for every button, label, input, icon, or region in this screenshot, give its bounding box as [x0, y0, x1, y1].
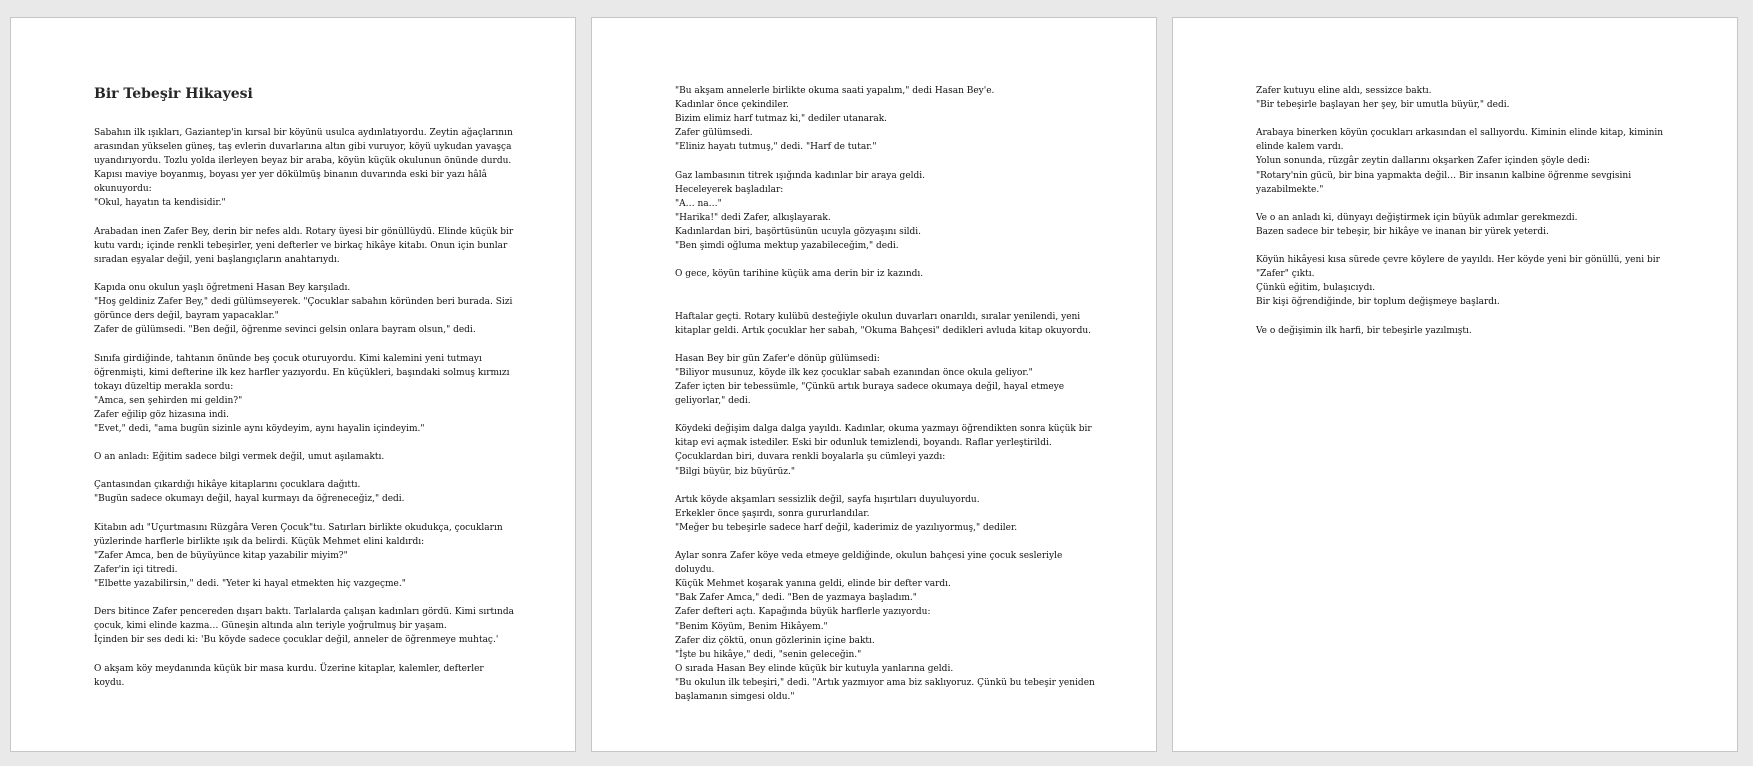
text-line: Erkekler önce şaşırdı, sonra gururlandılar. — [675, 508, 870, 519]
text-line: Kapıda onu okulun yaşlı öğretmeni Hasan Bey karşıladı. — [94, 283, 351, 294]
text-line: Arabadan inen Zafer Bey, derin bir nefes aldı. Rotary üyesi bir gönüllüydü. Elinde küçük bir — [94, 226, 514, 237]
text-line: Çünkü eğitim, bulaşıcıydı. — [1256, 283, 1376, 294]
text-line: "Evet," dedi, "ama bugün sizinle aynı köydeyim, aynı hayalin içindeyim." — [94, 423, 425, 434]
text-line: Zafer kutuyu eline aldı, sessizce baktı. — [1256, 86, 1432, 96]
paragraph — [94, 605, 514, 647]
text-line: "Benim Köyüm, Benim Hikâyem." — [675, 621, 828, 632]
text-line: Kadınlardan biri, başörtüsünün ucuyla gözyaşını sildi. — [675, 226, 922, 237]
text-line: Yolun sonunda, rüzgâr zeytin dallarını okşarken Zafer içinden şöyle dedi: — [1256, 156, 1590, 167]
text-line: Hasan Bey bir gün Zafer'e dönüp gülümsedi: — [675, 353, 880, 364]
paragraph — [675, 422, 1092, 478]
text-line: Zafer diz çöktü, onun gözlerinin içine baktı. — [675, 635, 875, 646]
text-line: "Zafer Amca, ben de büyüyünce kitap yazabilir miyim?" — [94, 550, 348, 561]
paragraph — [94, 225, 514, 267]
text-line: okunuyordu: — [94, 184, 152, 195]
text-line: O gece, köyün tarihine küçük ama derin bir iz kazındı. — [675, 269, 924, 280]
text-line: Ve o an anladı ki, dünyayı değiştirmek için büyük adımlar gerekmezdi. — [1256, 212, 1578, 223]
text-line: "Zafer" çıktı. — [1256, 269, 1315, 280]
text-line: Artık köyde akşamları sessizlik değil, sayfa hışırtıları duyuluyordu. — [675, 494, 980, 505]
paragraph — [94, 352, 510, 437]
text-line: Küçük Mehmet koşarak yanına geldi, elinde bir defter vardı. — [675, 579, 951, 590]
document-title: Bir Tebeşir Hikayesi — [94, 86, 253, 102]
text-line: Zafer içten bir tebessümle, "Çünkü artık buraya sadece okumaya değil, hayal etmeye — [675, 381, 1065, 392]
text-line: Çocuklardan biri, duvara renkli boyalarla şu cümleyi yazdı: — [675, 452, 946, 463]
text-line: "Amca, sen şehirden mi geldin?" — [94, 395, 243, 406]
paragraph — [1256, 253, 1660, 309]
text-line: öğrenmişti, kimi defterine ilk kez harfler yazıyordu. En küçükleri, başındaki solmuş kırmızı — [94, 367, 510, 378]
text-line: "Hoş geldiniz Zafer Bey," dedi gülümseyerek. "Çocuklar sabahın köründen beri burada. Sizi — [94, 297, 513, 308]
text-line: "Okul, hayatın ta kendisidir." — [94, 198, 226, 209]
text-line: kutu vardı; içinde renkli tebeşirler, yeni defterler ve birkaç hikâye kitabı. Onun için bunlar — [94, 240, 508, 251]
text-line: "Elbette yazabilirsin," dedi. "Yeter ki hayal etmekten hiç vazgeçme." — [94, 579, 406, 589]
text-line: "A… na…" — [675, 198, 722, 209]
paragraph — [94, 281, 513, 337]
paragraph — [94, 662, 494, 690]
paragraph — [675, 352, 1075, 408]
text-line: O sırada Hasan Bey elinde küçük bir kutuyla yanlarına geldi. — [675, 663, 954, 674]
page-1-content — [94, 84, 514, 704]
text-line: kitaplar geldi. Artık çocuklar her sabah, "Okuma Bahçesi" dedikleri avluda kitap okuyordu. — [675, 325, 1092, 336]
text-line: Ve o değişimin ilk harfi, bir tebeşirle yazılmıştı. — [1256, 325, 1472, 336]
text-line: "Rotary'nin gücü, bir bina yapmakta değil… Bir insanın kalbine öğrenme sevgisini — [1256, 170, 1632, 181]
document-page-3 — [1172, 17, 1738, 752]
text-line: görünce ders değil, bayram yapacaklar." — [94, 311, 279, 322]
text-line: sıradan eşyalar değil, yeni başlangıçların anahtarıydı. — [94, 254, 340, 265]
paragraph — [1256, 324, 1656, 338]
text-line: Zafer defteri açtı. Kapağında büyük harflerle yazıyordu: — [675, 607, 931, 618]
text-line: elinde kalem vardı. — [1256, 142, 1344, 153]
paragraph — [94, 478, 494, 506]
text-line: Arabaya binerken köyün çocukları arkasından el sallıyordu. Kiminin elinde kitap, kiminin — [1256, 128, 1664, 139]
page-3-paragraphs — [1256, 84, 1664, 338]
text-line: "Ben şimdi oğluma mektup yazabileceğim," dedi. — [675, 241, 899, 252]
text-line: "Bu okulun ilk tebeşiri," dedi. "Artık yazmıyor ama biz saklıyoruz. Çünkü bu tebeşir yeniden — [675, 677, 1095, 688]
text-line: Haftalar geçti. Rotary kulübü desteğiyle okulun duvarları onarıldı, sıralar yenilendi, yeni — [675, 311, 1081, 322]
text-line: Kapısı maviye boyanmış, boyası yer yer dökülmüş binanın duvarında eski bir yazı hâlâ — [94, 170, 488, 181]
text-line: "Bu akşam annelerle birlikte okuma saati yapalım," dedi Hasan Bey'e. — [675, 86, 995, 96]
document-page-1 — [10, 17, 576, 752]
text-line: "Meğer bu tebeşirle sadece harf değil, kaderimiz de yazılıyormuş," dediler. — [675, 522, 1018, 533]
paragraph — [94, 521, 503, 591]
text-line: İçinden bir ses dedi ki: 'Bu köyde sadece çocuklar değil, anneler de öğrenmeye muhtaç.' — [94, 635, 499, 646]
text-line: O an anladı: Eğitim sadece bilgi vermek değil, umut aşılamaktı. — [94, 452, 385, 463]
text-line: Zafer de gülümsedi. "Ben değil, öğrenme sevinci gelsin onlara bayram olsun," dedi. — [94, 325, 476, 336]
text-line: Köydeki değişim dalga dalga yayıldı. Kadınlar, okuma yazmayı öğrendikten sonra küçük bir — [675, 424, 1092, 435]
text-line: tokayı düzeltip merakla sordu: — [94, 381, 234, 392]
text-line: "Bir tebeşirle başlayan her şey, bir umutla büyür," dedi. — [1256, 100, 1510, 111]
text-line: "Eliniz hayatı tutmuş," dedi. "Harf de tutar." — [675, 142, 877, 153]
blank-line — [675, 295, 1075, 309]
page-3-content — [1256, 84, 1664, 352]
text-line: Köyün hikâyesi kısa sürede çevre köylere de yayıldı. Her köyde yeni bir gönüllü, yeni bir — [1256, 255, 1660, 266]
text-line: kitap evi açmak istediler. Eski bir odunluk temizlendi, boyandı. Raflar yerleştirildi. — [675, 438, 1052, 449]
text-line: Kadınlar önce çekindiler. — [675, 100, 789, 111]
page-2-paragraphs — [675, 84, 1095, 704]
text-line: Zafer eğilip göz hizasına indi. — [94, 409, 230, 420]
paragraph — [94, 126, 513, 211]
paragraph — [675, 169, 1075, 254]
paragraph — [675, 267, 1075, 281]
paragraph — [675, 84, 1075, 154]
text-line: "Bak Zafer Amca," dedi. "Ben de yazmaya başladım." — [675, 593, 917, 604]
text-line: Aylar sonra Zafer köye veda etmeye geldiğinde, okulun bahçesi yine çocuk sesleriyle — [675, 551, 1063, 562]
text-line: "Biliyor musunuz, köyde ilk kez çocuklar sabah ezanından önce okula geliyor." — [675, 367, 1033, 378]
paragraph — [94, 450, 494, 464]
text-line: Heceleyerek başladılar: — [675, 184, 784, 195]
text-line: doluydu. — [675, 565, 715, 576]
text-line: Gaz lambasının titrek ışığında kadınlar bir araya geldi. — [675, 170, 926, 181]
paragraph — [675, 493, 1075, 535]
paragraph — [1256, 211, 1656, 239]
text-line: Bazen sadece bir tebeşir, bir hikâye ve inanan bir yürek yeterdi. — [1256, 226, 1549, 237]
text-line: Bizim elimiz harf tutmaz ki," dediler utanarak. — [675, 114, 888, 125]
paragraph — [1256, 126, 1664, 196]
document-page-2 — [591, 17, 1157, 752]
paragraph — [675, 310, 1092, 338]
text-line: O akşam köy meydanında küçük bir masa kurdu. Üzerine kitaplar, kalemler, defterler — [94, 663, 484, 674]
text-line: "Bugün sadece okumayı değil, hayal kurmayı da öğreneceğiz," dedi. — [94, 494, 405, 505]
text-line: Kitabın adı "Uçurtmasını Rüzgâra Veren Çocuk"tu. Satırları birlikte okudukça, çocukların — [94, 522, 503, 533]
text-line: Sınıfa girdiğinde, tahtanın önünde beş çocuk oturuyordu. Kimi kalemini yeni tutmayı — [94, 353, 482, 364]
text-line: Zafer gülümsedi. — [675, 128, 753, 139]
text-line: Zafer'in içi titredi. — [94, 564, 178, 575]
text-line: "İşte bu hikâye," dedi, "senin geleceğin." — [675, 649, 862, 660]
page-1-paragraphs — [94, 126, 514, 690]
text-line: Ders bitince Zafer pencereden dışarı baktı. Tarlalarda çalışan kadınları gördü. Kimi sırtında — [94, 607, 514, 618]
text-line: başlamanın simgesi oldu." — [675, 692, 795, 703]
paragraph — [1256, 84, 1656, 112]
page-2-content — [675, 84, 1095, 718]
text-line: yüzlerinde harflerle birlikte ışık da belirdi. Küçük Mehmet elini kaldırdı: — [94, 536, 425, 547]
text-line: "Harika!" dedi Zafer, alkışlayarak. — [675, 212, 831, 223]
text-line: çocuk, kimi elinde kazma… Güneşin altında alın teriyle yoğrulmuş bir yaşam. — [94, 621, 447, 632]
text-line: arasından yükselen güneş, taş evlerin duvarlarına altın gibi vuruyor, köyü uykudan yavaşça — [94, 142, 512, 153]
paragraph — [675, 549, 1095, 704]
text-line: "Bilgi büyür, biz büyürüz." — [675, 466, 796, 477]
text-line: yazabilmekte." — [1256, 184, 1324, 195]
text-line: koydu. — [94, 677, 125, 688]
text-line: Bir kişi öğrendiğinde, bir toplum değişmeye başlardı. — [1256, 297, 1500, 308]
text-line: Sabahın ilk ışıkları, Gaziantep'in kırsal bir köyünü usulca aydınlatıyordu. Zeytin ağaçlarının — [94, 128, 513, 138]
text-line: geliyorlar," dedi. — [675, 396, 751, 407]
text-line: Çantasından çıkardığı hikâye kitaplarını çocuklara dağıttı. — [94, 480, 361, 491]
text-line: uyandırıyordu. Tozlu yolda ilerleyen beyaz bir araba, köyün küçük okulunun önünde durdu. — [94, 156, 512, 167]
